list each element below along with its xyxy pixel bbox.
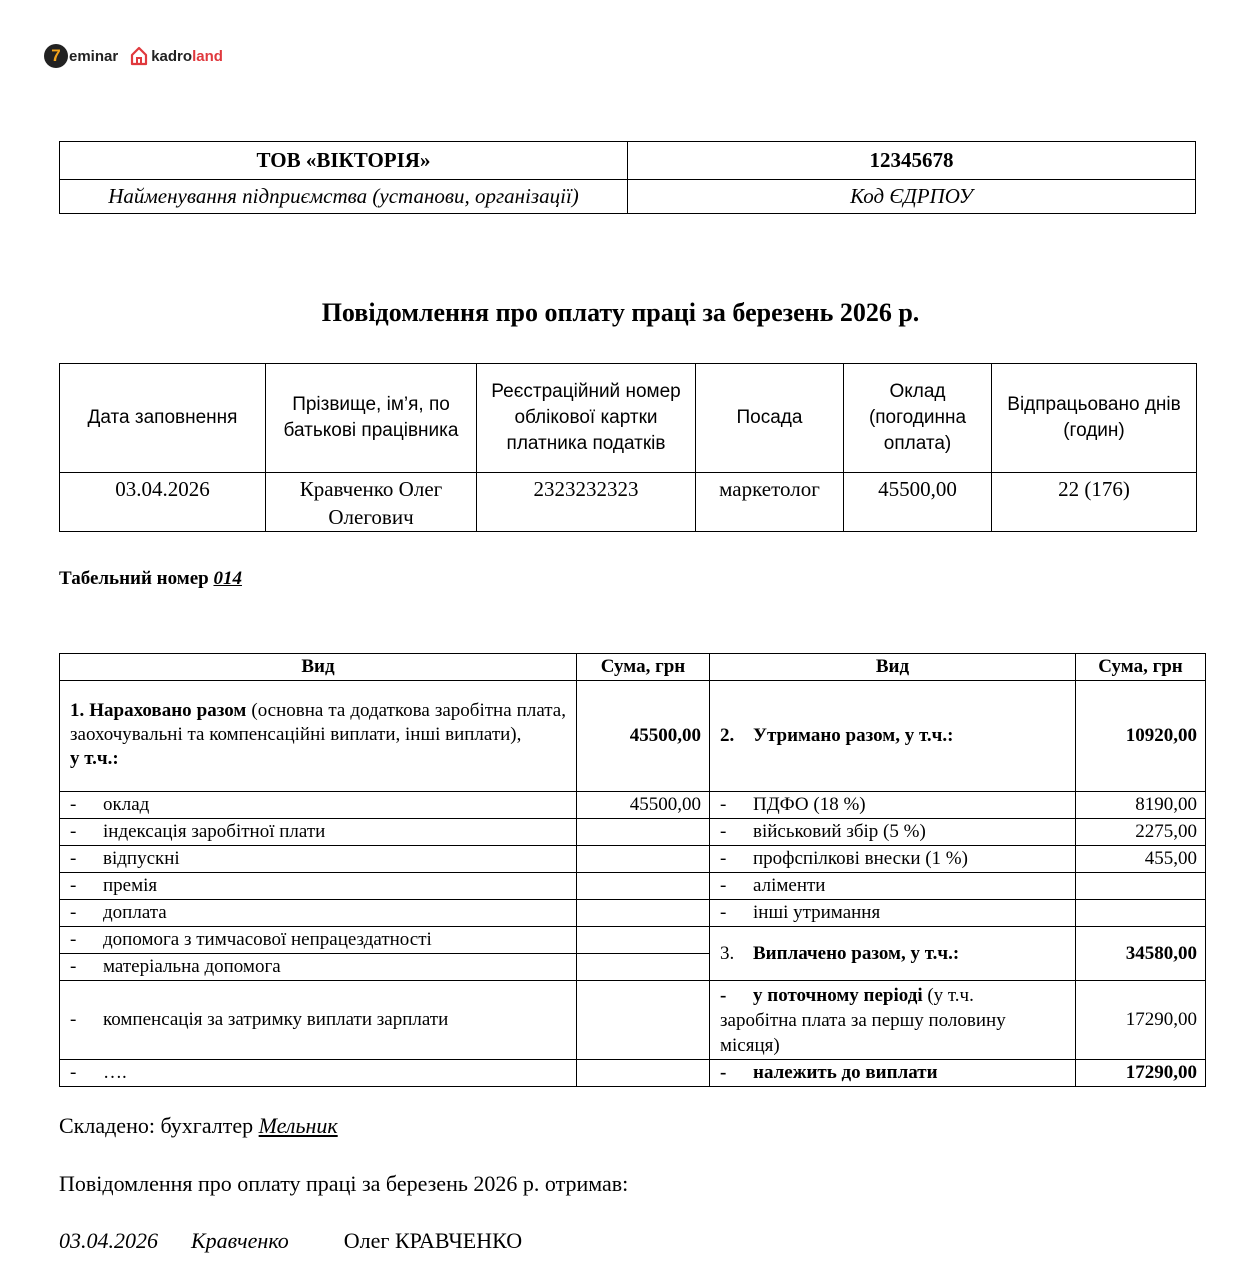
prepared-line <box>59 1113 338 1139</box>
company-name: ТОВ «ВІКТОРІЯ» <box>60 142 628 180</box>
accrued-num: 1. <box>70 700 85 721</box>
left-row-label: - оклад <box>60 792 577 819</box>
left-row-label: - допомога з тимчасової непрацездатності <box>60 927 577 954</box>
emp-salary: 45500,00 <box>844 473 992 532</box>
emp-header-date: Дата заповнення <box>60 364 266 473</box>
accrued-desc: (основна та додаткова заробітна плата, заохочувальні та компенсаційні виплати, інші виплати), <box>70 700 566 745</box>
pay-header-sum: Сума, грн <box>577 654 710 681</box>
seminar-logo-text: eminar <box>69 47 119 65</box>
tabel-label: Табельний номер <box>59 568 209 589</box>
right-row-label: - ПДФО (18 %) <box>710 792 1076 819</box>
emp-header-position: Посада <box>696 364 844 473</box>
kadroland-house-icon <box>130 46 148 66</box>
emp-date: 03.04.2026 <box>60 473 266 532</box>
emp-name: Кравченко Олег Олегович <box>266 473 477 532</box>
paid-cell <box>710 927 1076 981</box>
emp-position: маркетолог <box>696 473 844 532</box>
current-desc: (у т.ч. заробітна плата за першу половину місяця) <box>720 984 1006 1056</box>
right-row-label: - військовий збір (5 %) <box>710 819 1076 846</box>
left-row-label: - компенсація за затримку виплати зарплати <box>60 981 577 1060</box>
right-row-label: - профспілкові внески (1 %) <box>710 846 1076 873</box>
pay-table <box>59 653 1206 1087</box>
company-name-caption: Найменування підприємства (установи, організації) <box>60 180 628 214</box>
right-row-sum <box>1076 900 1206 927</box>
tabel-number-line <box>59 568 242 590</box>
prepared-name: Мельник <box>258 1113 338 1138</box>
left-row-sum: 45500,00 <box>577 792 710 819</box>
header-logos <box>44 42 223 70</box>
left-row-sum <box>577 846 710 873</box>
right-row-label: - аліменти <box>710 873 1076 900</box>
emp-header-taxid: Реєстраційний номер облікової картки платника податків <box>477 364 696 473</box>
emp-days: 22 (176) <box>992 473 1197 532</box>
left-row-sum <box>577 1060 710 1087</box>
emp-taxid: 2323232323 <box>477 473 696 532</box>
left-row-label: - премія <box>60 873 577 900</box>
signature-date: 03.04.2026 <box>59 1228 158 1253</box>
kadroland-text-b: land <box>192 47 223 65</box>
right-row-sum <box>1076 873 1206 900</box>
signature-full-name: Олег КРАВЧЕНКО <box>343 1228 523 1253</box>
emp-header-name: Прізвище, ім’я, по батькові працівника <box>266 364 477 473</box>
signature: Кравченко <box>191 1228 289 1253</box>
current-title: у поточному періоді <box>753 984 923 1006</box>
accrued-cell <box>60 681 577 792</box>
left-row-label: - індексація заробітної плати <box>60 819 577 846</box>
left-row-sum <box>577 954 710 981</box>
seminar-logo-mark: 7 <box>44 44 68 68</box>
left-row-label: - доплата <box>60 900 577 927</box>
prepared-label: Складено: бухгалтер <box>59 1113 254 1138</box>
left-row-sum <box>577 927 710 954</box>
withheld-sum: 10920,00 <box>1076 681 1206 792</box>
current-sum: 17290,00 <box>1076 981 1206 1060</box>
emp-header-days: Відпрацьовано днів (годин) <box>992 364 1197 473</box>
left-row-label: - відпускні <box>60 846 577 873</box>
right-row-sum: 455,00 <box>1076 846 1206 873</box>
withheld-title: Утримано разом, у т.ч.: <box>753 725 954 746</box>
left-row-sum <box>577 819 710 846</box>
paid-num: 3. <box>720 942 735 964</box>
accrued-sum: 45500,00 <box>577 681 710 792</box>
due-sum: 17290,00 <box>1076 1060 1206 1087</box>
pay-header-kind2: Вид <box>710 654 1076 681</box>
company-code: 12345678 <box>628 142 1196 180</box>
withheld-num: 2. <box>720 725 735 746</box>
left-row-label: - …. <box>60 1060 577 1087</box>
due-cell: - належить до виплати <box>710 1060 1076 1087</box>
tabel-number: 014 <box>213 568 242 589</box>
company-code-caption: Код ЄДРПОУ <box>628 180 1196 214</box>
pay-header-sum2: Сума, грн <box>1076 654 1206 681</box>
signature-line <box>59 1228 522 1254</box>
left-row-sum <box>577 981 710 1060</box>
kadroland-text-a: kadro <box>151 47 193 65</box>
withheld-cell <box>710 681 1076 792</box>
seminar-logo <box>44 44 118 68</box>
left-row-sum <box>577 900 710 927</box>
right-row-sum: 8190,00 <box>1076 792 1206 819</box>
left-row-sum <box>577 873 710 900</box>
accrued-incl: у т.ч.: <box>70 748 119 769</box>
due-title: належить до виплати <box>753 1062 938 1083</box>
kadroland-logo <box>130 46 223 66</box>
left-row-label: - матеріальна допомога <box>60 954 577 981</box>
emp-header-salary: Оклад (погодинна оплата) <box>844 364 992 473</box>
received-line: Повідомлення про оплату праці за березень 2026 р. отримав: <box>59 1171 629 1196</box>
employee-table <box>59 363 1197 532</box>
company-table <box>59 141 1196 214</box>
pay-header-kind: Вид <box>60 654 577 681</box>
paid-title: Виплачено разом, у т.ч.: <box>753 942 960 964</box>
current-period-cell: - у поточному періоді (у т.ч. заробітна плата за першу половину місяця) <box>710 981 1076 1060</box>
document-title: Повідомлення про оплату праці за березень 2026 р. <box>321 298 920 327</box>
right-row-label: - інші утримання <box>710 900 1076 927</box>
accrued-title: Нараховано разом <box>89 700 247 721</box>
right-row-sum: 2275,00 <box>1076 819 1206 846</box>
paid-sum: 34580,00 <box>1076 927 1206 981</box>
